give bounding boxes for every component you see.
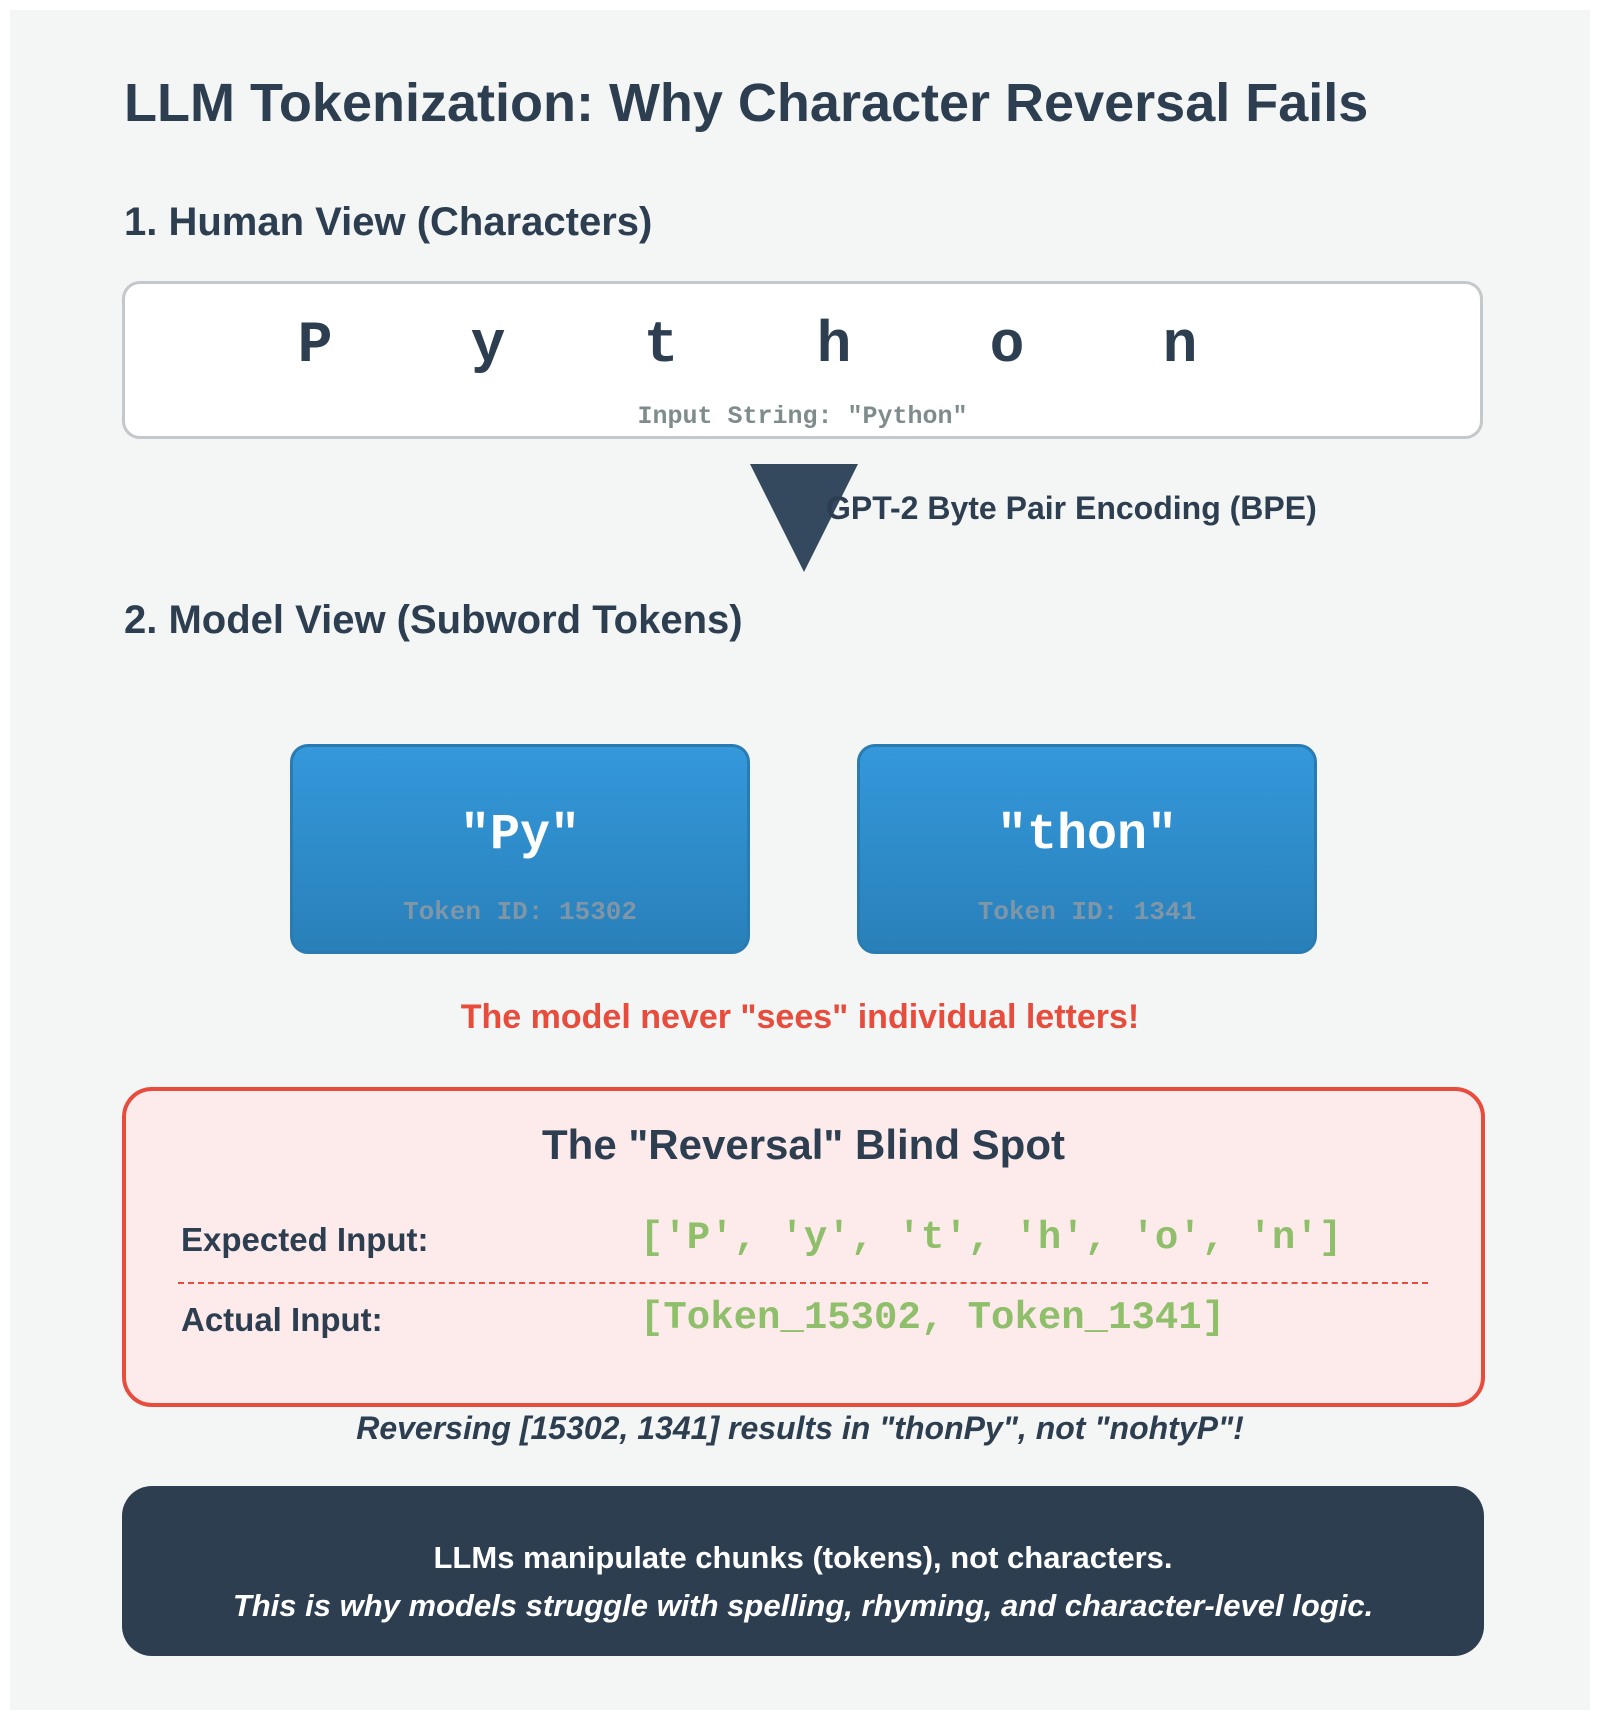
token-id-label: Token ID: 15302: [402, 897, 638, 927]
expected-input-label: Expected Input:: [181, 1221, 429, 1258]
character-p: P: [297, 314, 333, 379]
footer-explanation-line: This is why models struggle with spelling, rhyming, and character-level logic.: [232, 1588, 1374, 1623]
expected-input-value: ['P', 'y', 't', 'h', 'o', 'n']: [640, 1216, 1343, 1260]
character-row: [125, 314, 1480, 384]
token-box-thon: [857, 744, 1317, 954]
diagram-canvas: [10, 10, 1590, 1710]
blind-spot-title: The "Reversal" Blind Spot: [542, 1121, 1065, 1168]
letters-warning: The model never "sees" individual letters!: [460, 998, 1140, 1036]
character-o: o: [989, 314, 1025, 379]
summary-footer: [122, 1486, 1484, 1656]
reversal-note: Reversing [15302, 1341] results in "thonPy", not "nohtyP"!: [356, 1410, 1244, 1446]
dashed-divider: [178, 1282, 1428, 1284]
token-text: "Py": [459, 807, 581, 864]
character-h: h: [816, 314, 852, 379]
token-id-label: Token ID: 1341: [977, 897, 1197, 927]
actual-input-label: Actual Input:: [181, 1301, 383, 1338]
page-title: LLM Tokenization: Why Character Reversal Fails: [124, 73, 1369, 133]
input-string-caption: Input String: "Python": [637, 402, 968, 431]
character-y: y: [470, 314, 506, 379]
token-box-py: [290, 744, 750, 954]
token-text: "thon": [996, 807, 1178, 864]
human-view-box: [122, 281, 1483, 439]
model-view-heading: 2. Model View (Subword Tokens): [124, 598, 743, 642]
actual-input-value: [Token_15302, Token_1341]: [640, 1296, 1226, 1340]
blind-spot-box: [122, 1087, 1485, 1407]
footer-summary-line: LLMs manipulate chunks (tokens), not characters.: [433, 1540, 1173, 1575]
bpe-transition-label: GPT-2 Byte Pair Encoding (BPE): [826, 490, 1317, 526]
human-view-heading: 1. Human View (Characters): [124, 200, 653, 244]
character-t: t: [643, 314, 679, 379]
character-n: n: [1162, 314, 1198, 379]
